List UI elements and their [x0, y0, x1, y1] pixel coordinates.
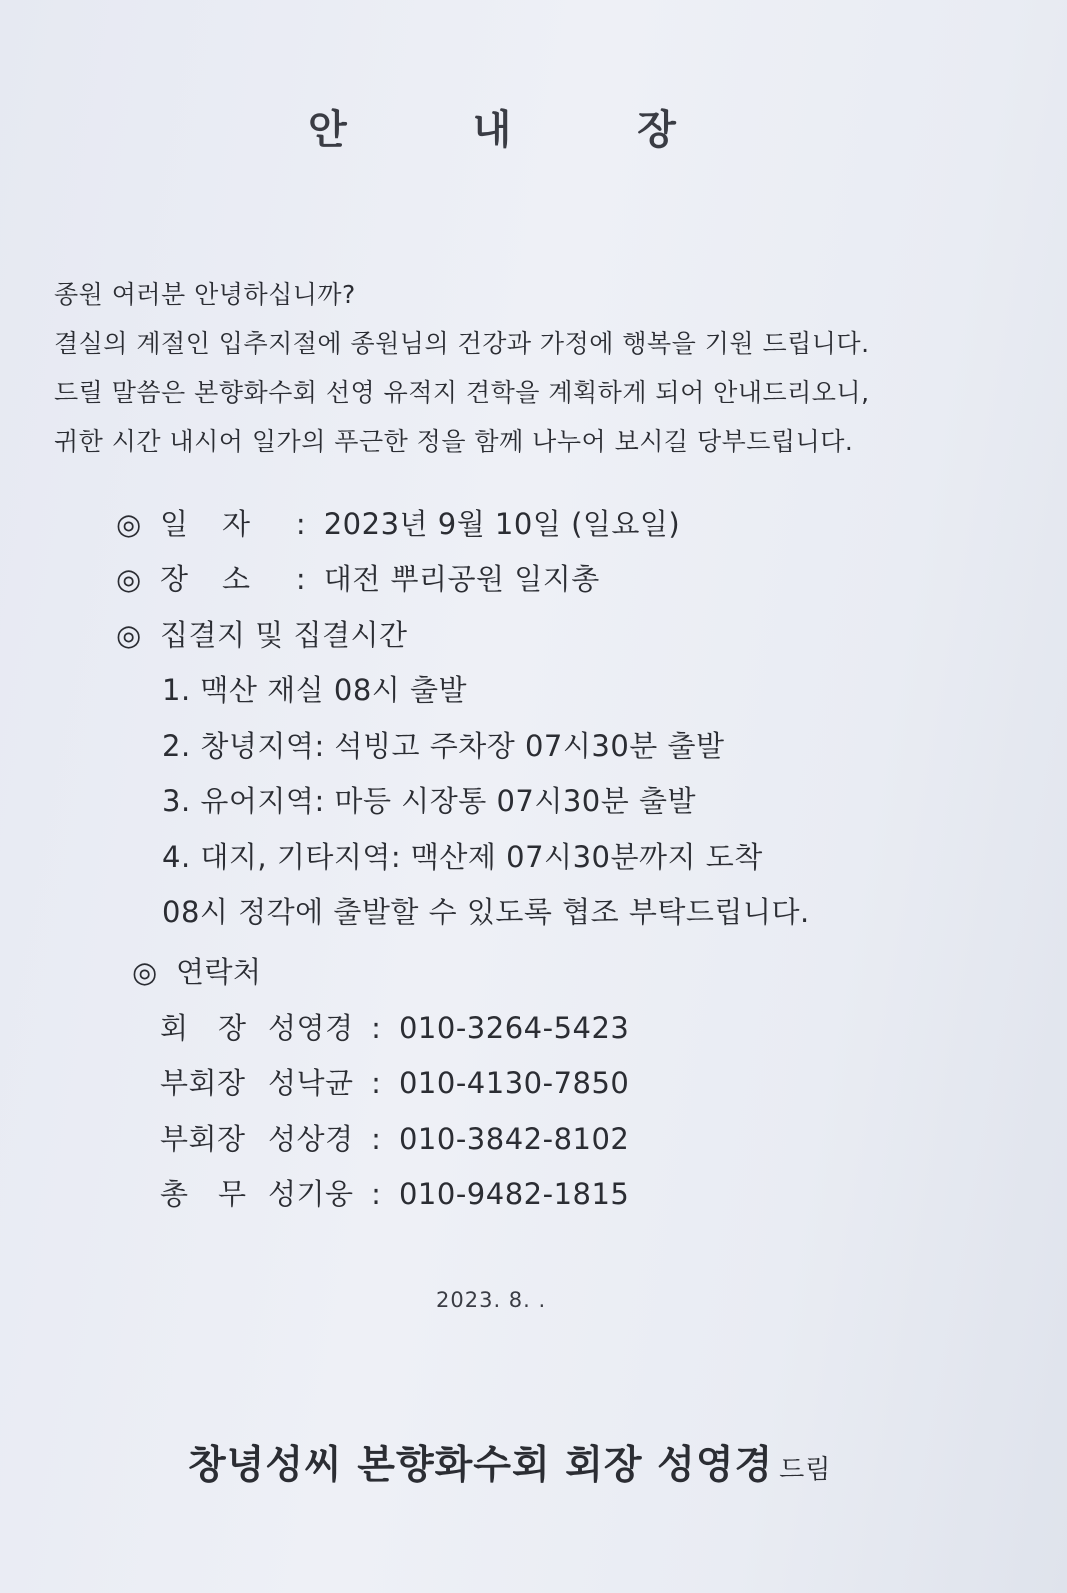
meeting-item: 1. 맥산 재실 08시 출발 [162, 673, 468, 707]
contact-role: 부회장 [160, 1066, 246, 1100]
meeting-item: 4. 대지, 기타지역: 맥산제 07시30분까지 도착 [162, 840, 763, 874]
contact-colon: : [371, 1177, 382, 1211]
event-date-row [116, 504, 680, 544]
contact-colon: : [371, 1066, 382, 1100]
greeting-line: 결실의 계절인 입추지절에 종원님의 건강과 가정에 행복을 기원 드립니다. [54, 329, 870, 358]
contact-phone: 010-4130-7850 [398, 1066, 630, 1100]
event-place-row [116, 559, 600, 599]
greeting-line: 종원 여러분 안녕하십니까? [54, 280, 356, 309]
document-title: 안 내 장 [308, 107, 732, 153]
bullet-mark: ◎ [116, 618, 142, 652]
contacts-heading: 연락처 [176, 955, 262, 989]
signature-suffix: 드림 [779, 1455, 832, 1485]
bullet-mark: ◎ [116, 562, 142, 596]
meeting-heading: 집결지 및 집결시간 [160, 618, 408, 652]
contacts-heading-row [132, 952, 262, 992]
contact-row [160, 1174, 629, 1214]
contact-role-a: 회 [160, 1011, 189, 1045]
contact-name: 성상경 [268, 1122, 354, 1156]
signature-text: 창녕성씨 본향화수회 회장 성영경 [188, 1443, 774, 1488]
contact-phone: 010-3842-8102 [398, 1122, 630, 1156]
signature-line [188, 1434, 831, 1490]
contact-name: 성영경 [268, 1011, 354, 1045]
contact-colon: : [371, 1011, 382, 1045]
greeting-line: 드릴 말씀은 본향화수회 선영 유적지 견학을 계획하게 되어 안내드리오니, [54, 378, 870, 407]
contact-role-b: 무 [218, 1177, 247, 1211]
greeting-paragraph [54, 270, 1014, 466]
contact-phone: 010-3264-5423 [398, 1011, 630, 1045]
event-place-value: 대전 뿌리공원 일지총 [323, 562, 600, 596]
contact-role-b: 장 [218, 1011, 247, 1045]
place-label-a: 장 [160, 562, 189, 596]
meeting-item: 2. 창녕지역: 석빙고 주차장 07시30분 출발 [162, 729, 725, 763]
meeting-note: 08시 정각에 출발할 수 있도록 협조 부탁드립니다. [162, 895, 810, 929]
contact-name: 성기웅 [268, 1177, 354, 1211]
contact-phone: 010-9482-1815 [398, 1177, 630, 1211]
bullet-mark: ◎ [132, 955, 158, 989]
issue-date: 2023. 8. . [436, 1288, 547, 1312]
contact-row [160, 1119, 629, 1159]
event-date-value: 2023년 9월 10일 (일요일) [323, 507, 681, 541]
greeting-line: 귀한 시간 내시어 일가의 푸근한 정을 함께 나누어 보시길 당부드립니다. [54, 427, 854, 456]
date-label-a: 일 [160, 507, 189, 541]
contact-colon: : [371, 1122, 382, 1156]
contact-row [160, 1008, 629, 1048]
meeting-item: 3. 유어지역: 마등 시장통 07시30분 출발 [162, 784, 697, 818]
contact-name: 성낙균 [268, 1066, 354, 1100]
date-label-b: 자 [222, 507, 251, 541]
bullet-mark: ◎ [116, 507, 142, 541]
place-colon: : [295, 562, 307, 596]
contact-row [160, 1063, 629, 1103]
contact-role: 부회장 [160, 1122, 246, 1156]
place-label-b: 소 [222, 562, 251, 596]
date-colon: : [295, 507, 307, 541]
contact-role-a: 총 [160, 1177, 189, 1211]
meeting-heading-row [116, 615, 408, 655]
